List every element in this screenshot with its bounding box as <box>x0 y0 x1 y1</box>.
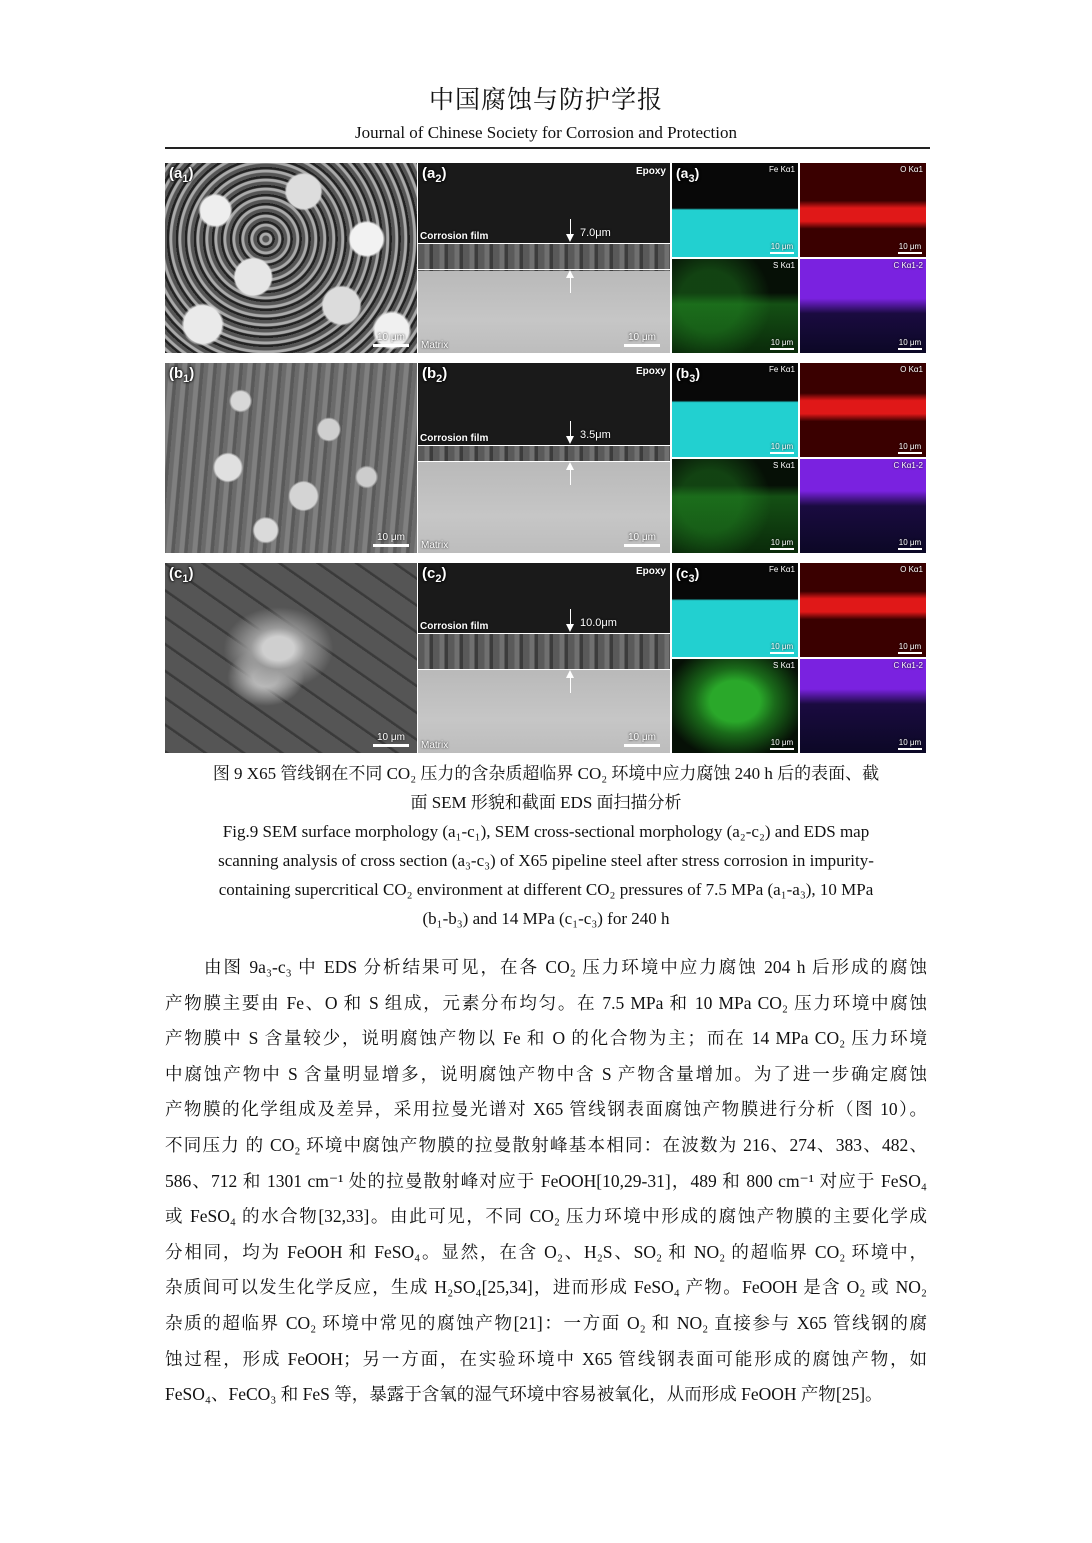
scale-bar <box>898 642 922 654</box>
eds-map-s <box>672 259 798 353</box>
arrow-stem <box>570 677 571 693</box>
scale-bar-line <box>770 348 794 350</box>
eds-map-fe <box>672 363 798 457</box>
film-thickness-label: 3.5μm <box>580 429 611 441</box>
scale-bar-label: 10 μm <box>628 332 656 343</box>
panel-label-text: (a <box>676 165 689 181</box>
scale-bar <box>770 242 794 254</box>
film-boundary-line <box>418 269 670 270</box>
arrow-stem <box>570 421 571 437</box>
panel-label-text: ) <box>189 365 195 382</box>
caption-cn-line: 面 SEM 形貌和截面 EDS 面扫描分析 <box>410 793 682 812</box>
body-line: 产物膜主要由 Fe、O 和 S 组成，元素分布均匀。在 7.5 MPa 和 10 MPa CO₂ 压力环境中腐蚀 <box>165 992 927 1013</box>
body-line: 蚀过程，形成 FeOOH；另一方面，在实验环境中 X65 管线钢表面可能形成的腐蚀产物，如 <box>165 1348 927 1369</box>
eds-element-label: O Kα1 <box>900 365 923 374</box>
scale-bar-label: 10 μm <box>898 338 922 347</box>
eds-element-label: S Kα1 <box>773 461 795 470</box>
scale-bar-line <box>898 252 922 254</box>
scale-bar-line <box>898 652 922 654</box>
scale-bar <box>770 442 794 454</box>
panel-label <box>422 165 447 185</box>
scale-bar <box>373 732 409 747</box>
panel-label-subscript: 2 <box>435 573 442 585</box>
scale-bar-line <box>770 548 794 550</box>
scale-bar-label: 10 μm <box>377 532 405 543</box>
scale-bar-label: 10 μm <box>628 732 656 743</box>
film-boundary-line <box>418 445 670 446</box>
eds-element-label: O Kα1 <box>900 565 923 574</box>
panel-label-subscript: 1 <box>183 373 190 385</box>
scale-bar-line <box>898 548 922 550</box>
arrow-stem <box>570 469 571 485</box>
panel-label <box>676 565 700 585</box>
scale-bar-label: 10 μm <box>898 538 922 547</box>
panel-label-subscript: 2 <box>436 373 443 385</box>
scale-bar <box>770 338 794 350</box>
eds-element-label: Fe Kα1 <box>769 365 795 374</box>
caption-en-line: Fig.9 SEM surface morphology (a₁-c₁), SEM cross-sectional morphology (a₂-c₂) and EDS map <box>222 822 870 841</box>
eds-map-c <box>800 659 926 753</box>
scale-bar-label: 10 μm <box>770 242 794 251</box>
scale-bar-line <box>770 748 794 750</box>
arrow-up-icon <box>566 270 574 278</box>
figure-row <box>165 363 927 553</box>
eds-map-c <box>800 459 926 553</box>
panel-label-text: ) <box>188 165 194 182</box>
eds-element-label: S Kα1 <box>773 261 795 270</box>
body-line: 586、712 和 1301 cm⁻¹ 处的拉曼散射峰对应于 FeOOH[10,29-31]，489 和 800 cm⁻¹ 对应于 FeSO₄ <box>165 1170 927 1191</box>
eds-element-label: Fe Kα1 <box>769 565 795 574</box>
panel-label-subscript: 1 <box>182 173 189 185</box>
body-line: 或 FeSO₄ 的水合物[32,33]。由此可见，不同 CO₂ 压力环境中形成的腐蚀产物膜的主要化学成 <box>165 1206 927 1227</box>
scale-bar-label: 10 μm <box>770 538 794 547</box>
eds-map-c <box>800 259 926 353</box>
body-line: 产物膜的化学组成及差异，采用拉曼光谱对 X65 管线钢表面腐蚀产物膜进行分析（图 10）。 <box>165 1099 927 1120</box>
sem-cross-section-image <box>418 163 670 353</box>
figure-caption-en <box>165 817 927 933</box>
caption-cn-line: 图 9 X65 管线钢在不同 CO₂ 压力的含杂质超临界 CO₂ 环境中应力腐蚀 240 h 后的表面、截 <box>212 764 880 783</box>
eds-element-label: C Kα1-2 <box>893 661 923 670</box>
epoxy-label: Epoxy <box>635 566 666 577</box>
scale-bar <box>770 538 794 550</box>
scale-bar-label: 10 μm <box>898 442 922 451</box>
scale-bar-label: 10 μm <box>898 738 922 747</box>
epoxy-label: Epoxy <box>635 166 666 177</box>
eds-map-o <box>800 563 926 657</box>
panel-label-text: (b <box>169 365 184 382</box>
panel-label-text: (b <box>422 365 437 382</box>
panel-label-text: ) <box>188 565 194 582</box>
panel-label <box>169 565 194 585</box>
panel-label-text: ) <box>694 565 700 581</box>
scale-bar-label: 10 μm <box>898 642 922 651</box>
panel-label-text: (c <box>169 565 183 582</box>
panel-label-text: (a <box>169 165 183 182</box>
body-line: 产物膜中 S 含量较少，说明腐蚀产物以 Fe 和 O 的化合物为主；而在 14 MPa CO₂ 压力环境 <box>165 1028 927 1049</box>
corrosion-film-label: Corrosion film <box>420 621 489 632</box>
body-line: 中腐蚀产物中 S 含量明显增多，说明腐蚀产物中含 S 产物含量增加。为了进一步确定腐蚀 <box>165 1063 927 1084</box>
panel-label-text: ) <box>441 565 447 582</box>
figure-row <box>165 563 927 753</box>
scale-bar-line <box>898 452 922 454</box>
arrow-down-icon <box>566 436 574 444</box>
film-boundary-line <box>418 461 670 462</box>
caption-en-line: containing supercritical CO₂ environment at different CO₂ pressures of 7.5 MPa (a₁-a₃), 10 MPa <box>218 880 874 899</box>
panel-label <box>676 365 701 385</box>
scale-bar <box>624 732 660 747</box>
panel-label-subscript: 2 <box>435 173 442 185</box>
panel-label-subscript: 3 <box>688 172 695 185</box>
scale-bar-line <box>373 744 409 747</box>
film-thickness-label: 7.0μm <box>580 227 611 239</box>
scale-bar <box>373 332 409 347</box>
scale-bar-line <box>624 744 660 747</box>
panel-label-text: ) <box>442 365 448 382</box>
film-boundary-line <box>418 243 670 244</box>
matrix-label: Matrix <box>421 540 449 551</box>
header-divider <box>165 147 930 149</box>
corrosion-film-label: Corrosion film <box>420 433 489 444</box>
panel-label-text: ) <box>695 365 701 381</box>
arrow-stem <box>570 219 571 235</box>
scale-bar-label: 10 μm <box>770 442 794 451</box>
body-line: FeSO₄、FeCO₃ 和 FeS 等，暴露于含氧的湿气环境中容易被氧化，从而形成 FeOOH 产物[25]。 <box>165 1384 883 1405</box>
scale-bar-line <box>624 544 660 547</box>
panel-label-subscript: 3 <box>689 372 696 385</box>
body-paragraph <box>165 950 927 1413</box>
scale-bar <box>898 738 922 750</box>
scale-bar-line <box>624 344 660 347</box>
panel-label-subscript: 3 <box>688 572 695 585</box>
panel-label-text: (c <box>676 565 689 581</box>
caption-en-line: scanning analysis of cross section (a₃-c₃) of X65 pipeline steel after stress corrosion in impurity- <box>218 851 874 870</box>
arrow-up-icon <box>566 670 574 678</box>
eds-map-s <box>672 459 798 553</box>
body-line: 由图 9a₃-c₃ 中 EDS 分析结果可见，在各 CO₂ 压力环境中应力腐蚀 204 h 后形成的腐蚀 <box>165 957 927 977</box>
eds-element-label: C Kα1-2 <box>893 261 923 270</box>
matrix-label: Matrix <box>421 340 449 351</box>
scale-bar <box>373 532 409 547</box>
scale-bar-label: 10 μm <box>628 532 656 543</box>
scale-bar-line <box>373 544 409 547</box>
film-boundary-line <box>418 633 670 634</box>
corrosion-film-layer <box>418 633 670 671</box>
arrow-stem <box>570 609 571 625</box>
eds-map-o <box>800 163 926 257</box>
sem-surface-image <box>165 163 417 353</box>
eds-map-fe <box>672 563 798 657</box>
journal-title-en: Journal of Chinese Society for Corrosion and Protection <box>355 123 737 142</box>
panel-label <box>422 565 447 585</box>
scale-bar <box>898 338 922 350</box>
eds-element-label: O Kα1 <box>900 165 923 174</box>
eds-map-o <box>800 363 926 457</box>
scale-bar-line <box>770 652 794 654</box>
film-boundary-line <box>418 669 670 670</box>
scale-bar <box>624 332 660 347</box>
scale-bar-line <box>898 748 922 750</box>
arrow-down-icon <box>566 624 574 632</box>
scale-bar-line <box>373 344 409 347</box>
sem-surface-image <box>165 563 417 753</box>
epoxy-label: Epoxy <box>635 366 666 377</box>
panel-label <box>422 365 448 385</box>
arrow-up-icon <box>566 462 574 470</box>
panel-label-text: (b <box>676 365 690 381</box>
eds-element-label: Fe Kα1 <box>769 165 795 174</box>
scale-bar-label: 10 μm <box>377 732 405 743</box>
body-line: 杂质的超临界 CO₂ 环境中常见的腐蚀产物[21]：一方面 O₂ 和 NO₂ 直接参与 X65 管线钢的腐 <box>165 1312 927 1333</box>
figure-caption-cn <box>165 759 927 817</box>
eds-element-label: C Kα1-2 <box>893 461 923 470</box>
caption-en-line: (b₁-b₃) and 14 MPa (c₁-c₃) for 240 h <box>422 909 670 928</box>
scale-bar-line <box>770 252 794 254</box>
panel-label-text: (a <box>422 165 436 182</box>
scale-bar-line <box>898 348 922 350</box>
scale-bar <box>770 738 794 750</box>
film-thickness-label: 10.0μm <box>580 617 617 629</box>
scale-bar-label: 10 μm <box>770 738 794 747</box>
scale-bar-line <box>770 452 794 454</box>
eds-element-label: S Kα1 <box>773 661 795 670</box>
scale-bar-label: 10 μm <box>898 242 922 251</box>
arrow-stem <box>570 277 571 293</box>
scale-bar-label: 10 μm <box>770 642 794 651</box>
body-line: 分相同，均为 FeOOH 和 FeSO₄。显然，在含 O₂、H₂S、SO₂ 和 NO₂ 的超临界 CO₂ 环境中， <box>165 1241 927 1262</box>
eds-map-fe <box>672 163 798 257</box>
scale-bar <box>898 442 922 454</box>
sem-cross-section-image <box>418 563 670 753</box>
sem-surface-image <box>165 363 417 553</box>
scale-bar <box>624 532 660 547</box>
figure-9 <box>165 163 927 753</box>
panel-label-subscript: 1 <box>182 573 189 585</box>
eds-map-s <box>672 659 798 753</box>
body-line: 不同压力 的 CO₂ 环境中腐蚀产物膜的拉曼散射峰基本相同：在波数为 216、274、383、482、 <box>165 1134 927 1155</box>
corrosion-film-label: Corrosion film <box>420 231 489 242</box>
scale-bar <box>770 642 794 654</box>
panel-label-text: ) <box>441 165 447 182</box>
figure-row <box>165 163 927 353</box>
journal-title-cn: 中国腐蚀与防护学报 <box>428 87 663 114</box>
matrix-label: Matrix <box>421 740 449 751</box>
panel-label-text: (c <box>422 565 436 582</box>
panel-label <box>676 165 700 185</box>
scale-bar <box>898 242 922 254</box>
panel-label <box>169 365 195 385</box>
arrow-down-icon <box>566 234 574 242</box>
panel-label-text: ) <box>694 165 700 181</box>
scale-bar <box>898 538 922 550</box>
scale-bar-label: 10 μm <box>770 338 794 347</box>
sem-cross-section-image <box>418 363 670 553</box>
panel-label <box>169 165 194 185</box>
scale-bar-label: 10 μm <box>377 332 405 343</box>
body-line: 杂质间可以发生化学反应，生成 H₂SO₄[25,34]，进而形成 FeSO₄ 产物。FeOOH 是含 O₂ 或 NO₂ <box>165 1277 927 1298</box>
